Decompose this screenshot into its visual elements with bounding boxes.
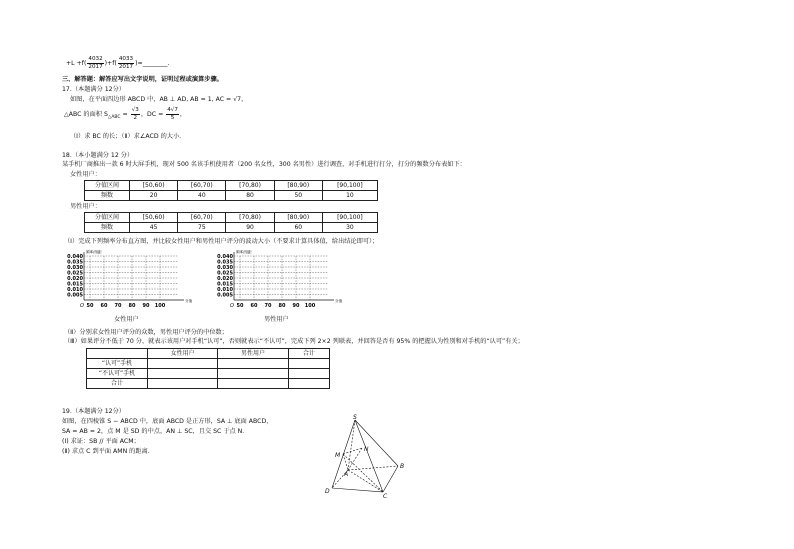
table-cell: 80 bbox=[226, 191, 274, 201]
q17-line2 bbox=[64, 107, 186, 122]
origin-label: O bbox=[230, 303, 234, 309]
table-cell: [90,100] bbox=[322, 213, 377, 223]
x-tick-label: 60 bbox=[100, 303, 108, 309]
table-cell: 30 bbox=[322, 223, 377, 233]
table-row bbox=[87, 369, 330, 379]
table-cell bbox=[148, 379, 218, 389]
table-cell: [90,100] bbox=[322, 181, 377, 191]
q17-area-den: 2 bbox=[133, 114, 138, 121]
formula-mid: )+f( bbox=[104, 60, 117, 67]
q17-dc-fraction bbox=[166, 107, 179, 121]
y-tick-label: 0.035 bbox=[67, 259, 83, 266]
table-cell: 40 bbox=[178, 191, 226, 201]
vertex-n-label: N bbox=[364, 446, 369, 453]
y-tick-label: 0.015 bbox=[67, 281, 83, 288]
segment-mc bbox=[343, 454, 383, 492]
x-tick-label: 90 bbox=[292, 303, 300, 309]
y-tick-label: 0.005 bbox=[67, 292, 83, 299]
table-cell: [70,80) bbox=[226, 181, 274, 191]
table-cell bbox=[288, 379, 329, 389]
table-cell: “不认可”手机 bbox=[87, 369, 148, 379]
table-cell bbox=[218, 359, 288, 369]
q17-dc-label: ，DC = bbox=[140, 111, 166, 118]
q17-header: 17.（本题满分 12分） bbox=[62, 86, 125, 93]
table-cell: 频数 bbox=[85, 223, 130, 233]
table-row bbox=[85, 213, 378, 223]
table-cell: [80,90) bbox=[274, 213, 322, 223]
fraction-2-den: 2017 bbox=[118, 63, 134, 70]
q18-part2: （Ⅱ）分别求女性用户评分的众数，男性用户评分的中位数； bbox=[64, 329, 228, 336]
table-row bbox=[85, 191, 378, 201]
table-cell bbox=[288, 359, 329, 369]
female-hist-caption: 女性用户 bbox=[114, 316, 139, 323]
y-tick-label: 0.030 bbox=[67, 265, 83, 271]
table-cell: 45 bbox=[130, 223, 178, 233]
y-tick-label: 0.025 bbox=[67, 270, 83, 277]
section-3-heading: 三、解答题：解答应写出文字说明，证明过程或演算步骤。 bbox=[62, 76, 223, 83]
y-tick-label: 0.025 bbox=[217, 270, 233, 277]
y-tick-label: 0.030 bbox=[217, 265, 233, 271]
table-cell: [60,70) bbox=[178, 181, 226, 191]
q19-line1: 如图，在四棱锥 S − ABCD 中，底面 ABCD 是正方形，SA ⊥ 底面 ABCD， bbox=[62, 418, 273, 425]
male-hist-caption: 男性用户 bbox=[264, 316, 289, 323]
q17-line1: 如图，在平面四边形 ABCD 中，AB ⊥ AD, AB = 1, AC = √7， bbox=[70, 96, 248, 103]
q18-part1: （Ⅰ）完成下列频率分布直方图，并比较女性用户和男性用户评分的波动大小（不要求计算具体值，给出结论即可）； bbox=[64, 238, 379, 245]
table-cell: 男性用户 bbox=[218, 349, 288, 359]
x-tick-label: 80 bbox=[278, 303, 286, 309]
table-cell bbox=[87, 349, 148, 359]
q17-area-num: √3 bbox=[131, 107, 139, 113]
q17-dc-num: 4√7 bbox=[167, 107, 178, 113]
female-label: 女性用户： bbox=[70, 171, 101, 178]
x-tick-label: 100 bbox=[154, 303, 166, 309]
q17-dc-den: 5 bbox=[170, 114, 175, 121]
q17-area-fraction bbox=[131, 107, 140, 121]
table-cell: [80,90) bbox=[274, 181, 322, 191]
table-cell bbox=[288, 369, 329, 379]
origin-label: O bbox=[80, 303, 84, 309]
female-histogram bbox=[62, 250, 212, 314]
y-tick-label: 0.035 bbox=[217, 259, 233, 266]
table-cell: [50,60) bbox=[130, 181, 178, 191]
table-cell: 20 bbox=[130, 191, 178, 201]
male-frequency-table bbox=[84, 212, 378, 233]
y-tick-label: 0.015 bbox=[217, 281, 233, 288]
formula-suffix: )=________. bbox=[135, 60, 170, 67]
male-histogram bbox=[212, 250, 362, 314]
y-axis-label: 频率/组距 bbox=[236, 250, 252, 254]
q17-area-sub: △ABC bbox=[107, 115, 121, 121]
y-tick-label: 0.010 bbox=[217, 287, 233, 293]
table-cell: 分值区间 bbox=[85, 181, 130, 191]
table-cell: [70,80) bbox=[226, 213, 274, 223]
q19-header: 19.（本题满分 12分） bbox=[62, 408, 125, 415]
x-tick-label: 90 bbox=[142, 303, 150, 309]
male-label: 男性用户： bbox=[70, 203, 101, 210]
x-tick-label: 70 bbox=[114, 303, 122, 309]
edge-sb bbox=[355, 420, 398, 466]
x-tick-label: 80 bbox=[128, 303, 136, 309]
y-tick-label: 0.020 bbox=[217, 276, 233, 282]
fraction-2 bbox=[118, 56, 134, 70]
x-unit-label: 分值 bbox=[185, 299, 193, 303]
segment-na bbox=[348, 448, 362, 470]
table-cell: 频数 bbox=[85, 191, 130, 201]
table-cell bbox=[218, 369, 288, 379]
q17-comma: ， bbox=[179, 111, 187, 118]
q19-line2: SA = AB = 2，点 M 是 SD 的中点，AN ⊥ SC，且交 SC 于点 N． bbox=[62, 428, 249, 435]
formula-line bbox=[66, 56, 169, 70]
table-cell: 女性用户 bbox=[148, 349, 218, 359]
table-row bbox=[85, 223, 378, 233]
segment-mn bbox=[343, 448, 362, 454]
q18-intro: 某手机厂商推出一款 6 时大屏手机，现对 500 名该手机使用者（200 名女性，300 名男性）进行调查，对手机进行打分，打分的频数分布表如下： bbox=[62, 161, 466, 168]
q19-line4: (Ⅱ) 求点 C 到平面 AMN 的距离． bbox=[62, 448, 154, 455]
table-cell: 90 bbox=[226, 223, 274, 233]
x-unit-label: 分值 bbox=[335, 299, 343, 303]
vertex-s-label: S bbox=[353, 414, 357, 421]
table-cell: [60,70) bbox=[178, 213, 226, 223]
x-tick-label: 70 bbox=[264, 303, 272, 309]
q17-eq: = bbox=[120, 111, 130, 118]
table-cell: 合计 bbox=[87, 379, 148, 389]
female-frequency-table bbox=[84, 180, 378, 201]
table-cell: 50 bbox=[274, 191, 322, 201]
edge-sa bbox=[348, 420, 355, 470]
edge-ac bbox=[348, 470, 383, 492]
x-tick-label: 100 bbox=[304, 303, 316, 309]
table-row bbox=[87, 359, 330, 369]
vertex-m-label: M bbox=[335, 452, 341, 459]
table-cell: “认可”手机 bbox=[87, 359, 148, 369]
y-tick-label: 0.010 bbox=[67, 287, 83, 293]
table-cell: 分值区间 bbox=[85, 213, 130, 223]
q17-line3: （Ⅰ）求 BC 的长；（Ⅱ）求∠ACD 的大小. bbox=[70, 133, 182, 140]
contingency-table bbox=[86, 348, 330, 389]
fraction-2-num: 4033 bbox=[118, 56, 134, 62]
y-tick-label: 0.040 bbox=[217, 254, 233, 260]
table-cell: 60 bbox=[274, 223, 322, 233]
fraction-1-num: 4032 bbox=[88, 56, 103, 62]
table-row bbox=[87, 379, 330, 389]
fraction-1 bbox=[87, 56, 103, 70]
vertex-b-label: B bbox=[400, 463, 405, 470]
y-tick-label: 0.040 bbox=[67, 254, 83, 260]
table-row bbox=[87, 349, 330, 359]
q19-line3: (Ⅰ) 求证：SB // 平面 ACM； bbox=[62, 438, 140, 445]
x-tick-label: 50 bbox=[236, 303, 244, 309]
edge-dc bbox=[332, 488, 383, 492]
table-cell: 75 bbox=[178, 223, 226, 233]
table-cell: [50,60) bbox=[130, 213, 178, 223]
edge-cb bbox=[383, 466, 398, 492]
q17-area-label: △ABC 的面积 S bbox=[64, 111, 108, 118]
q18-header: 18.（本小题满分 12 分） bbox=[62, 152, 134, 159]
y-tick-label: 0.005 bbox=[217, 292, 233, 299]
x-tick-label: 50 bbox=[86, 303, 94, 309]
fraction-1-den: 2017 bbox=[88, 63, 103, 70]
table-cell bbox=[218, 379, 288, 389]
formula-prefix: +L +f( bbox=[66, 60, 87, 67]
vertex-c-label: C bbox=[383, 493, 388, 500]
segment-ma bbox=[343, 454, 348, 470]
table-cell: 10 bbox=[322, 191, 377, 201]
table-cell bbox=[148, 359, 218, 369]
table-cell: 合计 bbox=[288, 349, 329, 359]
edge-sc bbox=[355, 420, 383, 492]
y-axis-label: 频率/组距 bbox=[86, 250, 102, 254]
table-row bbox=[85, 181, 378, 191]
table-cell bbox=[148, 369, 218, 379]
vertex-a-label: A bbox=[344, 471, 349, 478]
pyramid-figure bbox=[320, 414, 410, 498]
vertex-d-label: D bbox=[325, 488, 330, 495]
y-tick-label: 0.020 bbox=[67, 276, 83, 282]
x-tick-label: 60 bbox=[250, 303, 258, 309]
q18-part3: （Ⅲ）如果评分不低于 70 分，就表示该用户对手机“认可”，否则就表示“不认可”，完成下列 2×2 列联表，并回答是否有 95% 的把握认为性别和对手机的“认可”有关； bbox=[64, 338, 524, 345]
